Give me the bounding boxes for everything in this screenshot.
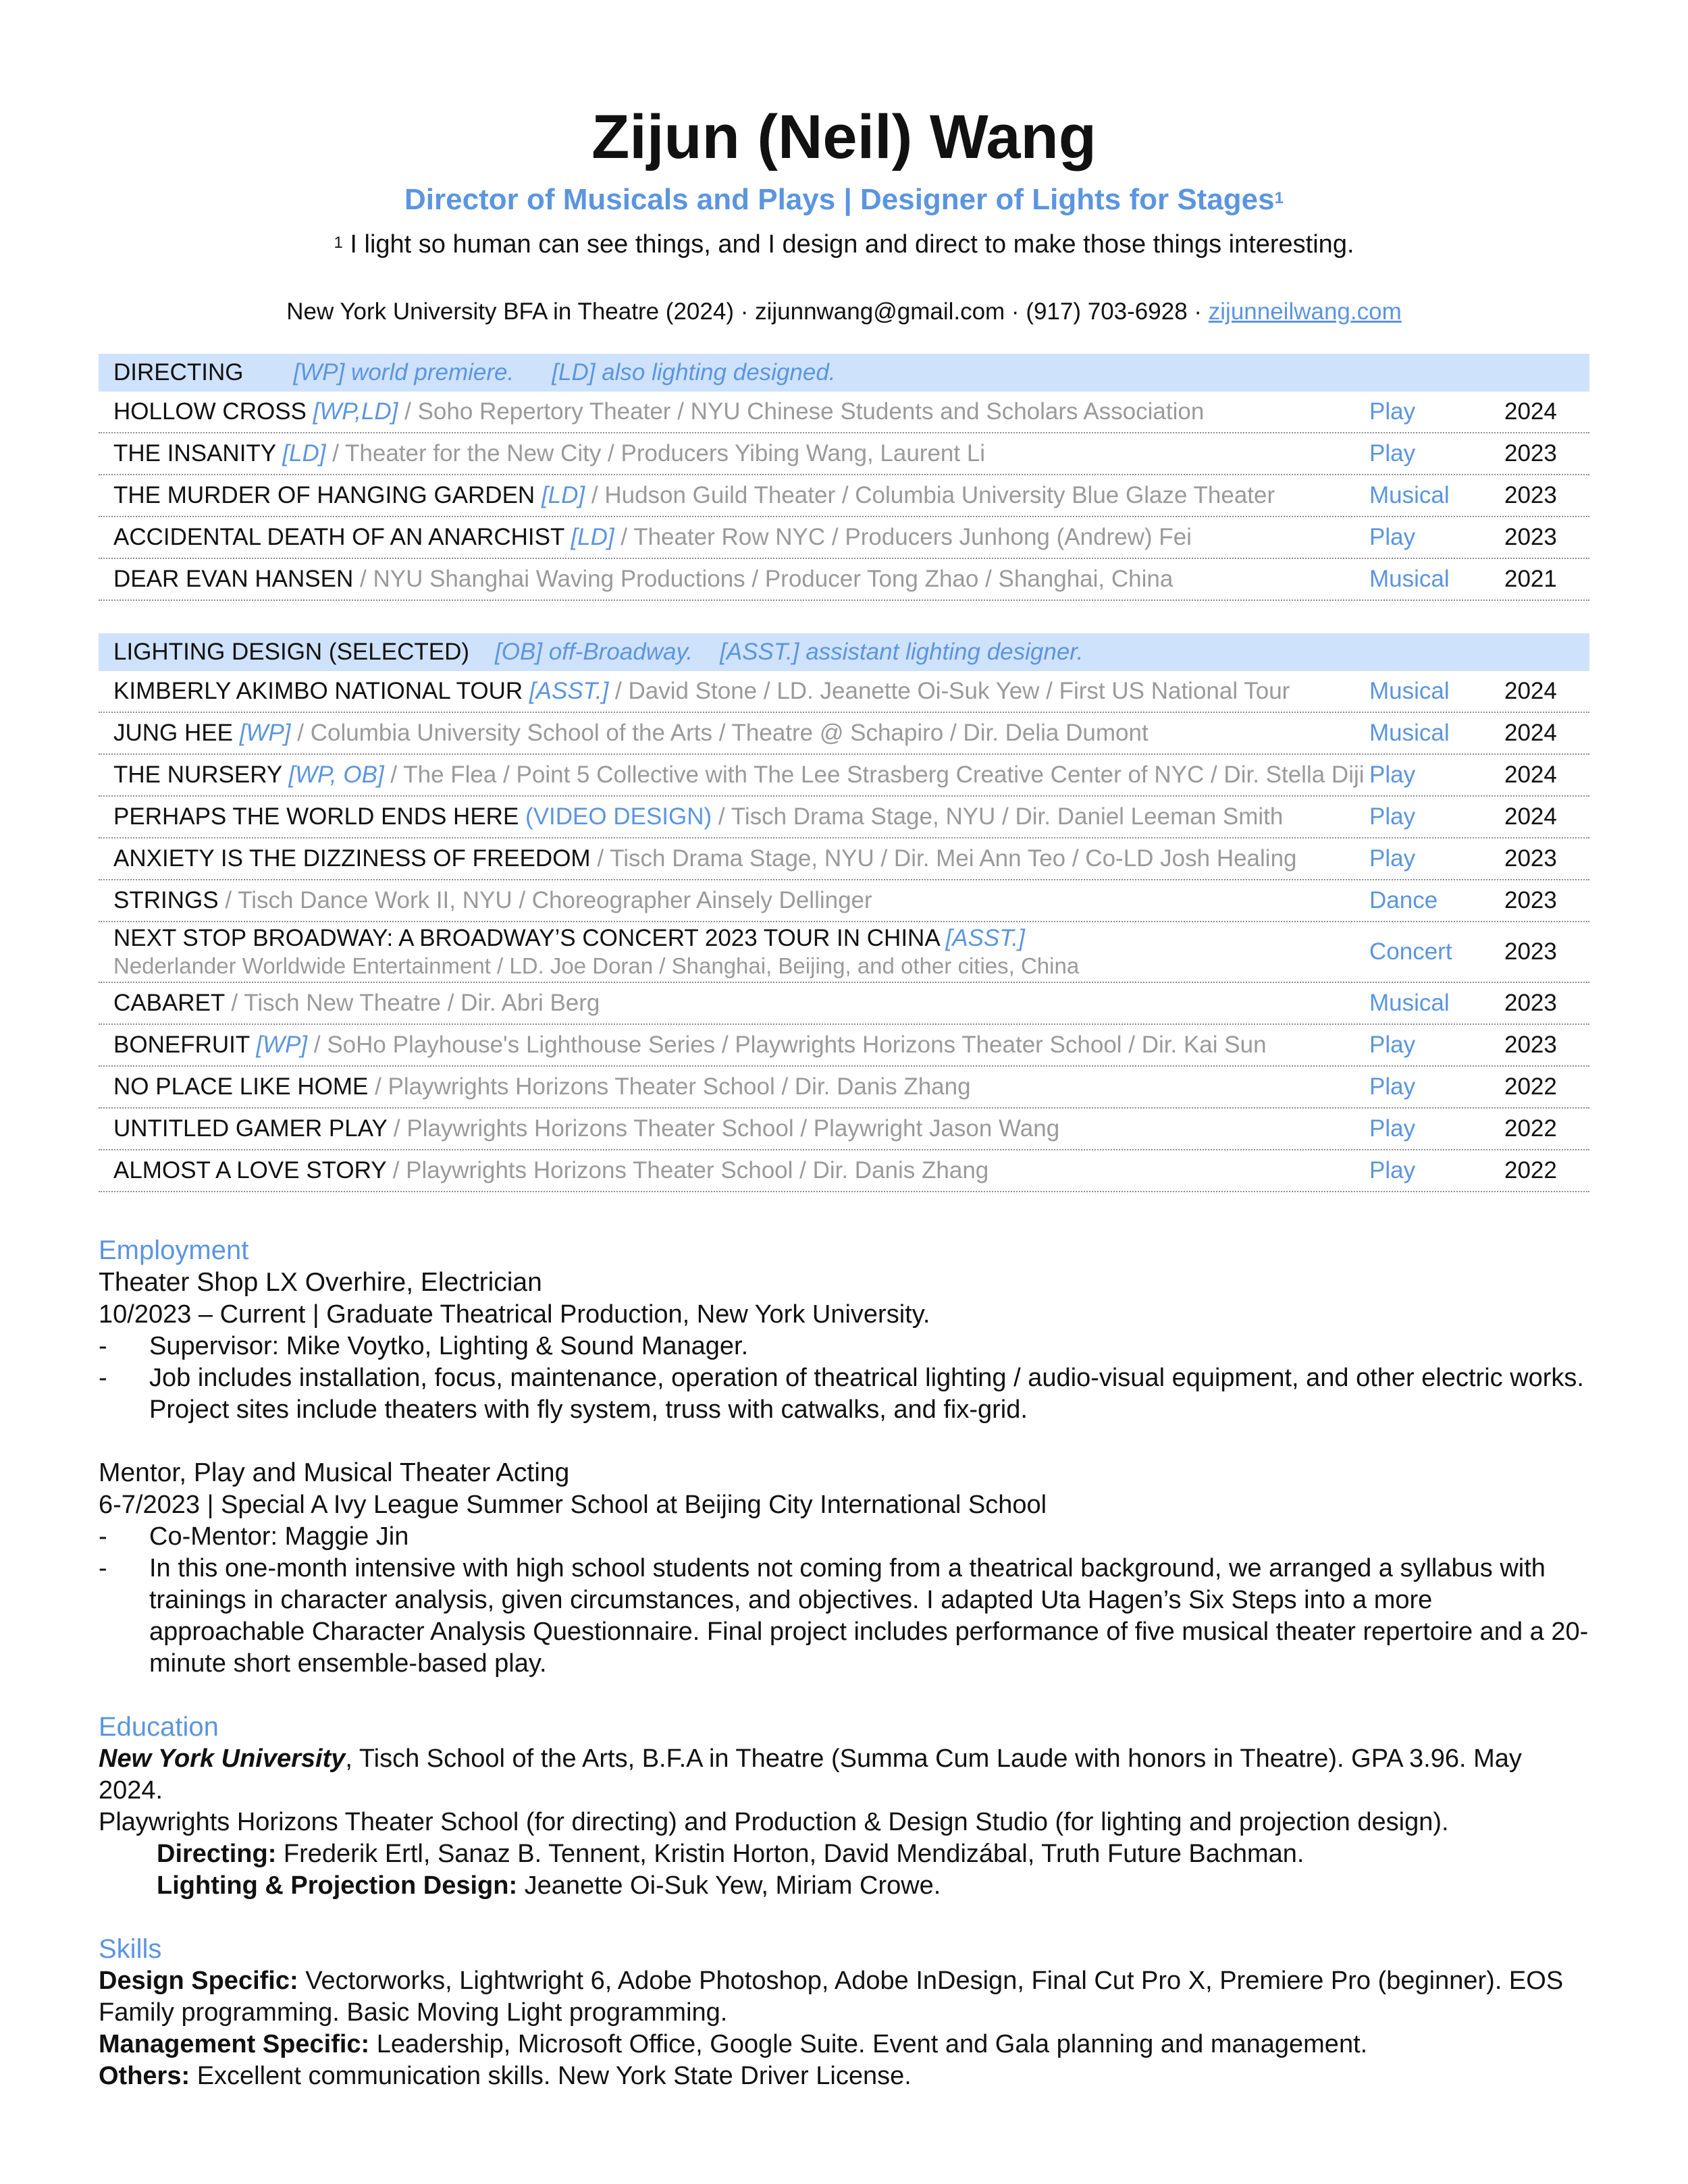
- credit-detail: / David Stone / LD. Jeanette Oi-Suk Yew / First US National Tour: [615, 678, 1290, 704]
- credit-detail: / Soho Repertory Theater / NYU Chinese Students and Scholars Association: [404, 398, 1205, 425]
- credit-year: 2023: [1504, 938, 1557, 965]
- bullet-dash: -: [99, 1364, 107, 1392]
- education-section: [99, 1711, 1589, 1902]
- production-title: STRINGS: [113, 887, 219, 913]
- credit-line: [113, 1115, 1369, 1143]
- credit-row: [99, 1150, 1589, 1192]
- directing-title: DIRECTING: [113, 359, 244, 385]
- credit-row: [99, 713, 1589, 755]
- bullet-dash: -: [99, 1332, 107, 1360]
- production-title: PERHAPS THE WORLD ENDS HERE: [113, 803, 519, 830]
- directing-note-wp: [WP] world premiere.: [293, 359, 515, 385]
- credit-genre: Dance: [1369, 887, 1438, 913]
- credit-description: [99, 761, 1369, 789]
- credit-description: [99, 719, 1369, 747]
- credit-detail: / Tisch Drama Stage, NYU / Dir. Daniel Leeman Smith: [718, 803, 1284, 830]
- employment-section: [99, 1234, 1589, 1680]
- job2-bullet: [99, 1553, 1589, 1680]
- credit-genre: Musical: [1369, 482, 1450, 508]
- skills-title: Skills: [99, 1934, 162, 1964]
- education-directing: [99, 1838, 1589, 1870]
- credit-tag: [LD]: [282, 440, 326, 467]
- education-degree: [99, 1743, 1589, 1807]
- credit-year: 2024: [1504, 398, 1557, 425]
- credit-detail: / SoHo Playhouse's Lighthouse Series / Playwrights Horizons Theater School / Dir. Kai Sun: [313, 1032, 1267, 1058]
- credit-year: 2023: [1504, 887, 1557, 913]
- job1-meta: 10/2023 – Current | Graduate Theatrical Production, New York University.: [99, 1300, 930, 1329]
- credit-year: 2024: [1504, 803, 1557, 830]
- credit-genre: Play: [1369, 524, 1416, 550]
- credit-line: [113, 1156, 1369, 1185]
- credit-genre: Play: [1369, 845, 1416, 872]
- subtitle-footnote-mark: 1: [1274, 189, 1284, 207]
- credit-genre: Play: [1369, 1032, 1416, 1058]
- credit-year: 2023: [1504, 440, 1557, 467]
- credit-line: [113, 677, 1369, 705]
- credit-year: 2023: [1504, 845, 1557, 872]
- production-title: DEAR EVAN HANSEN: [113, 566, 354, 592]
- credit-genre: Concert: [1369, 938, 1452, 965]
- contact-line: [99, 296, 1589, 328]
- credit-detail: Nederlander Worldwide Entertainment / LD. Joe Doran / Shanghai, Beijing, and other cities, China: [113, 953, 1080, 978]
- credit-detail: / Hudson Guild Theater / Columbia University Blue Glaze Theater: [591, 482, 1275, 508]
- credit-tag: [WP, OB]: [288, 762, 384, 788]
- credit-genre: Musical: [1369, 566, 1450, 592]
- directing-note-ld: [LD] also lighting designed.: [552, 359, 836, 385]
- production-title: HOLLOW CROSS: [113, 398, 307, 425]
- credit-genre: Play: [1369, 1157, 1416, 1183]
- directing-list: [99, 392, 1589, 601]
- credit-description: [99, 924, 1369, 980]
- credit-line: [113, 845, 1369, 873]
- education-degree-text: , Tisch School of the Arts, B.F.A in Theatre (Summa Cum Laude with honors in Theatre). GPA 3.96. May 2024.: [99, 1744, 1522, 1805]
- directing-label: Directing:: [157, 1840, 277, 1868]
- credit-line: [113, 924, 1369, 953]
- credit-description: [99, 803, 1369, 831]
- credit-line: [113, 481, 1369, 510]
- credit-detail: / Tisch New Theatre / Dir. Abri Berg: [231, 990, 600, 1016]
- credit-row: [99, 1025, 1589, 1067]
- credit-description: [99, 845, 1369, 873]
- credit-genre: Play: [1369, 398, 1416, 425]
- employment-title: Employment: [99, 1235, 249, 1265]
- lighting-note-asst: [ASST.] assistant lighting designer.: [720, 639, 1084, 665]
- credit-detail: / Playwrights Horizons Theater School / Playwright Jason Wang: [393, 1115, 1060, 1142]
- credit-line: [113, 523, 1369, 552]
- credit-tag: [LD]: [571, 524, 614, 550]
- directing-header: [99, 354, 1589, 392]
- credit-detail: / Playwrights Horizons Theater School / Dir. Danis Zhang: [375, 1073, 971, 1100]
- credit-line: [113, 989, 1369, 1017]
- lighting-section: [99, 633, 1589, 1192]
- credit-detail: / Playwrights Horizons Theater School / Dir. Danis Zhang: [392, 1157, 989, 1183]
- production-title: CABARET: [113, 990, 225, 1016]
- credit-row: [99, 517, 1589, 559]
- credit-row: [99, 392, 1589, 433]
- credit-row: [99, 983, 1589, 1025]
- credit-line: [113, 761, 1369, 789]
- credit-description: [99, 989, 1369, 1017]
- education-programs: Playwrights Horizons Theater School (for directing) and Production & Design Studio (for lighting and projection design).: [99, 1808, 1449, 1836]
- credit-tag: [WP,LD]: [313, 398, 398, 425]
- production-title: UNTITLED GAMER PLAY: [113, 1115, 388, 1142]
- credit-description: [99, 523, 1369, 552]
- credit-line: [113, 1031, 1369, 1059]
- credit-row: [99, 1109, 1589, 1150]
- credit-row: [99, 475, 1589, 517]
- production-title: THE INSANITY: [113, 440, 276, 467]
- credit-year: 2022: [1504, 1073, 1557, 1100]
- bullet-text: Job includes installation, focus, maintenance, operation of theatrical lighting / audio-visual equipment, and other electric works. Project sites include theaters with fly system, truss with catwalks, and fix-grid.: [149, 1364, 1584, 1424]
- production-title: ACCIDENTAL DEATH OF AN ANARCHIST: [113, 524, 564, 550]
- credit-detail: / Theater Row NYC / Producers Junhong (Andrew) Fei: [621, 524, 1192, 550]
- credit-line: [113, 1073, 1369, 1101]
- skills-design: [99, 1965, 1589, 2029]
- education-title: Education: [99, 1712, 219, 1742]
- credit-detail: / Tisch Drama Stage, NYU / Dir. Mei Ann Teo / Co-LD Josh Healing: [597, 845, 1297, 872]
- credit-row: [99, 880, 1589, 922]
- credit-description: [99, 440, 1369, 468]
- credit-row: [99, 797, 1589, 838]
- credit-year: 2023: [1504, 482, 1557, 508]
- credit-tag: [LD]: [541, 482, 585, 508]
- management-skills-text: Leadership, Microsoft Office, Google Suite. Event and Gala planning and management.: [369, 2030, 1368, 2058]
- skills-management: [99, 2029, 1589, 2060]
- credit-year: 2022: [1504, 1115, 1557, 1142]
- footnote-text: I light so human can see things, and I design and direct to make those things interesting.: [350, 230, 1354, 259]
- job1-bullet: [99, 1331, 1589, 1362]
- job1-title: Theater Shop LX Overhire, Electrician: [99, 1268, 542, 1297]
- production-title: THE NURSERY: [113, 762, 282, 788]
- production-title: ANXIETY IS THE DIZZINESS OF FREEDOM: [113, 845, 591, 872]
- applicant-subtitle: [99, 181, 1589, 219]
- production-title: THE MURDER OF HANGING GARDEN: [113, 482, 535, 508]
- credit-tag: [WP]: [239, 720, 291, 746]
- credit-row: [99, 755, 1589, 797]
- lighting-header: [99, 633, 1589, 671]
- credit-row: [99, 559, 1589, 601]
- job1-bullet: [99, 1362, 1589, 1426]
- other-skills-text: Excellent communication skills. New York State Driver License.: [190, 2062, 912, 2090]
- footnote-mark: 1: [334, 234, 343, 252]
- credit-description: [99, 1115, 1369, 1143]
- production-title: KIMBERLY AKIMBO NATIONAL TOUR: [113, 678, 523, 704]
- job2-title: Mentor, Play and Musical Theater Acting: [99, 1458, 570, 1487]
- credit-row: [99, 922, 1589, 983]
- credit-detail: / The Flea / Point 5 Collective with The Lee Strasberg Creative Center of NYC / Dir. Stella Diji: [390, 762, 1365, 788]
- website-link[interactable]: zijunneilwang.com: [1208, 298, 1402, 325]
- lighting-projection-teachers: Jeanette Oi-Suk Yew, Miriam Crowe.: [517, 1871, 941, 1900]
- skills-others: [99, 2060, 1589, 2092]
- credit-year: 2024: [1504, 762, 1557, 788]
- credit-line: [113, 886, 1369, 915]
- credit-genre: Play: [1369, 1115, 1416, 1142]
- credit-description: [99, 1031, 1369, 1059]
- credit-line: [113, 719, 1369, 747]
- credit-year: 2021: [1504, 566, 1557, 592]
- credit-genre: Musical: [1369, 990, 1450, 1016]
- credit-tag: [ASST.]: [529, 678, 609, 704]
- credit-description: [99, 565, 1369, 593]
- credit-year: 2024: [1504, 720, 1557, 746]
- credit-year: 2024: [1504, 678, 1557, 704]
- lighting-note-ob: [OB] off-Broadway.: [495, 639, 693, 665]
- credit-genre: Musical: [1369, 720, 1450, 746]
- subtitle-footnote: [99, 228, 1589, 261]
- bullet-text: Supervisor: Mike Voytko, Lighting & Sound Manager.: [149, 1332, 749, 1360]
- credit-description: [99, 398, 1369, 426]
- credit-description: [99, 886, 1369, 915]
- skills-section: [99, 1933, 1589, 2092]
- design-skills-text: Vectorworks, Lightwright 6, Adobe Photoshop, Adobe InDesign, Final Cut Pro X, Premiere Pro (beginner). EOS Family programming. Basic Moving Light programming.: [99, 1967, 1564, 2027]
- credit-year: 2023: [1504, 524, 1557, 550]
- credit-description: [99, 1073, 1369, 1101]
- subtitle-text: Director of Musicals and Plays | Designer of Lights for Stages: [404, 183, 1275, 216]
- directing-section: [99, 354, 1589, 601]
- production-title: JUNG HEE: [113, 720, 233, 746]
- job2-bullet: [99, 1521, 1589, 1553]
- lighting-title: LIGHTING DESIGN (SELECTED): [113, 639, 470, 665]
- credit-detail: / Tisch Dance Work II, NYU / Choreographer Ainsely Dellinger: [225, 887, 872, 913]
- applicant-name: Zijun (Neil) Wang: [591, 103, 1097, 171]
- credit-year: 2022: [1504, 1157, 1557, 1183]
- credit-detail: / Columbia University School of the Arts / Theatre @ Schapiro / Dir. Delia Dumont: [297, 720, 1149, 746]
- job2-meta: 6-7/2023 | Special A Ivy League Summer School at Beijing City International School: [99, 1491, 1047, 1519]
- credit-genre: Play: [1369, 1073, 1416, 1100]
- credit-detail: / NYU Shanghai Waving Productions / Producer Tong Zhao / Shanghai, China: [360, 566, 1173, 592]
- other-skills-label: Others:: [99, 2062, 190, 2090]
- credit-genre: Musical: [1369, 678, 1450, 704]
- management-skills-label: Management Specific:: [99, 2030, 370, 2058]
- credit-tag: [WP]: [256, 1032, 308, 1058]
- credit-detail: / Theater for the New City / Producers Yibing Wang, Laurent Li: [332, 440, 986, 467]
- credit-row: [99, 433, 1589, 475]
- lighting-list: [99, 671, 1589, 1192]
- credit-description: [99, 481, 1369, 510]
- production-title: BONEFRUIT: [113, 1032, 250, 1058]
- production-title: NO PLACE LIKE HOME: [113, 1073, 369, 1100]
- bullet-dash: -: [99, 1522, 107, 1551]
- credit-line: [113, 398, 1369, 426]
- credit-genre: Play: [1369, 762, 1416, 788]
- credit-tag: [ASST.]: [945, 925, 1025, 951]
- credit-description: [99, 677, 1369, 705]
- credit-row: [99, 838, 1589, 880]
- bullet-dash: -: [99, 1554, 107, 1582]
- bullet-text: In this one-month intensive with high school students not coming from a theatrical background, we arranged a syllabus with trainings in character analysis, given circumstances, and objectives. I adapted Uta Hagen’s Six Steps into a more approachable Character Analysis Questionnaire. Final project includes performance of five musical theater repertoire and a 20-minute short ensemble-based play.: [149, 1554, 1589, 1678]
- lighting-projection-label: Lighting & Projection Design:: [157, 1871, 518, 1900]
- contact-text: New York University BFA in Theatre (2024) · zijunnwang@gmail.com · (917) 703-6928 ·: [286, 298, 1209, 325]
- credit-line: [113, 565, 1369, 593]
- credit-genre: Play: [1369, 440, 1416, 467]
- bullet-text: Co-Mentor: Maggie Jin: [149, 1522, 409, 1551]
- design-skills-label: Design Specific:: [99, 1967, 298, 1995]
- credit-video-tag: (VIDEO DESIGN): [525, 803, 712, 830]
- education-school: New York University: [99, 1744, 346, 1773]
- production-title: NEXT STOP BROADWAY: A BROADWAY’S CONCERT 2023 TOUR IN CHINA: [113, 925, 939, 951]
- credit-line: [113, 440, 1369, 468]
- education-lighting: [99, 1870, 1589, 1902]
- credit-year: 2023: [1504, 1032, 1557, 1058]
- credit-row: [99, 671, 1589, 713]
- production-title: ALMOST A LOVE STORY: [113, 1157, 386, 1183]
- directing-teachers: Frederik Ertl, Sanaz B. Tennent, Kristin Horton, David Mendizábal, Truth Future Bachman.: [276, 1840, 1304, 1868]
- credit-description: [99, 1156, 1369, 1185]
- credit-genre: Play: [1369, 803, 1416, 830]
- credit-row: [99, 1067, 1589, 1109]
- credit-year: 2023: [1504, 990, 1557, 1016]
- credit-line: [113, 803, 1369, 831]
